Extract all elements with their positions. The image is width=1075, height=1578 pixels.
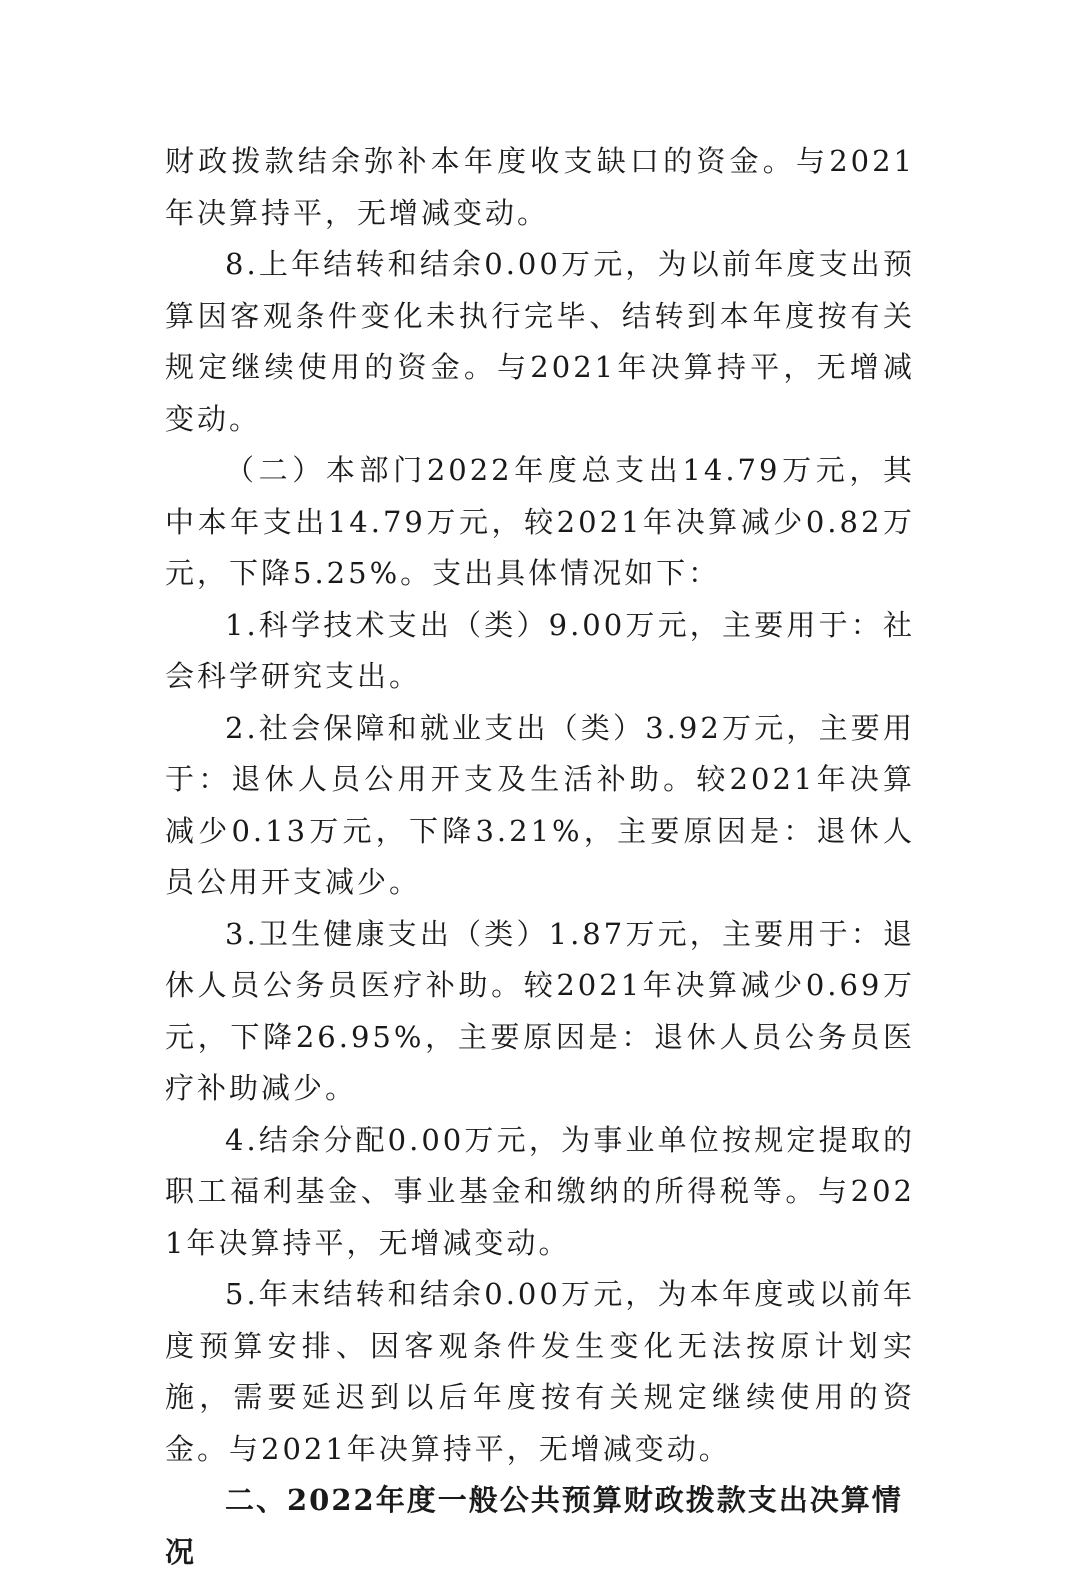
paragraph-item-1-science-tech: 1.科学技术支出（类）9.00万元，主要用于：社会科学研究支出。 [165, 607, 915, 693]
document-body [165, 136, 915, 1578]
paragraph-item-3-health: 3.卫生健康支出（类）1.87万元，主要用于：退休人员公务员医疗补助。较2021年决算减少0.69万元，下降26.95%，主要原因是：退休人员公务员医疗补助减少。 [165, 916, 915, 1105]
paragraph-item-4-surplus-distribution: 4.结余分配0.00万元，为事业单位按规定提取的职工福利基金、事业基金和缴纳的所得税等。与2021年决算持平，无增减变动。 [165, 1122, 915, 1260]
paragraph-total-expenditure: （二）本部门2022年度总支出14.79万元，其中本年支出14.79万元，较2021年决算减少0.82万元，下降5.25%。支出具体情况如下： [165, 453, 915, 590]
paragraph-continued: 财政拨款结余弥补本年度收支缺口的资金。与2021年决算持平，无增减变动。 [165, 144, 915, 230]
section-heading: 二、2022年度一般公共预算财政拨款支出决算情况 [165, 1483, 903, 1569]
paragraph-item-5-year-end-carryover: 5.年末结转和结余0.00万元，为本年度或以前年度预算安排、因客观条件发生变化无法按原计划实施，需要延迟到以后年度按有关规定继续使用的资金。与2021年决算持平，无增减变动。 [165, 1277, 915, 1466]
paragraph-item-2-social-security: 2.社会保障和就业支出（类）3.92万元，主要用于：退休人员公用开支及生活补助。较2021年决算减少0.13万元，下降3.21%，主要原因是：退休人员公用开支减少。 [165, 710, 915, 899]
paragraph-item-8-prior-carryover: 8.上年结转和结余0.00万元，为以前年度支出预算因客观条件变化未执行完毕、结转到本年度按有关规定继续使用的资金。与2021年决算持平，无增减变动。 [165, 247, 915, 436]
